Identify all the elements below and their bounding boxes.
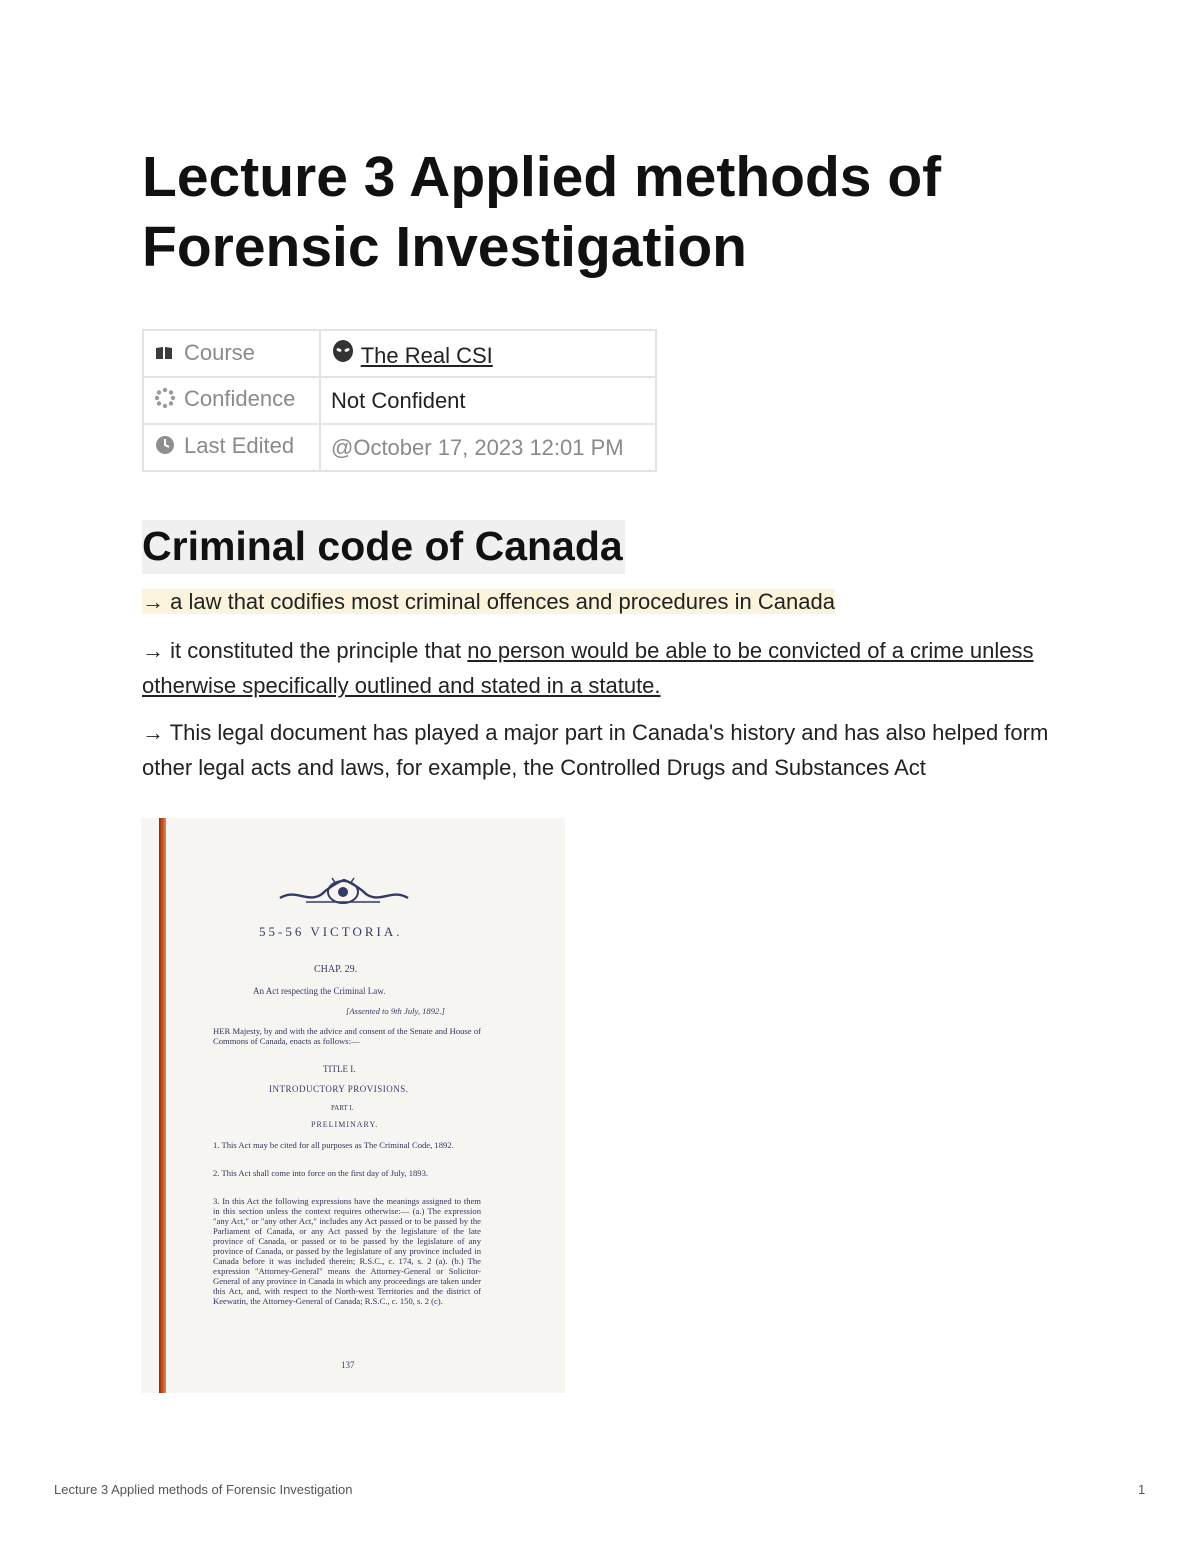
property-label-last-edited: Last Edited (184, 433, 295, 459)
book-icon (154, 341, 176, 367)
property-value-course[interactable] (320, 330, 656, 377)
scan-preamble: HER Majesty, by and with the advice and consent of the Senate and House of Commons of Canada, enacts as follows:— (213, 1026, 481, 1046)
properties-table (142, 329, 657, 472)
scan-preliminary: PRELIMINARY. (311, 1120, 379, 1129)
paragraph-history: → This legal document has played a major part in Canada's history and has also helped form other legal acts and laws, for example, the Controlled Drugs and Substances Act (142, 720, 1049, 780)
property-label-course: Course (184, 339, 255, 365)
book-spine-edge (159, 818, 166, 1393)
loading-icon (154, 387, 176, 415)
principle-prefix: → it constituted the principle that (142, 638, 468, 663)
scan-section-2: 2. This Act shall come into force on the first day of July, 1893. (213, 1168, 429, 1178)
scan-chapter: CHAP. 29. (314, 964, 358, 975)
criminal-code-scan-image (141, 818, 565, 1393)
scan-title-heading: TITLE I. (323, 1064, 356, 1074)
property-key-last-edited (143, 424, 320, 471)
clock-icon (154, 434, 176, 462)
scan-section-3: 3. In this Act the following expressions have the meanings assigned to them in this section unless the context requires otherwise:— (a.) The expression "any Act," or "any other Act," includes any Act passed or to be passed by the Parliament of Canada, or any Act passed by the legislature of the late province of Canada, or passed or to be passed by the legislature of any province of Canada, or passed by the legislature of any province included in Canada before it was included therein; R.S.C., c. 174, s. 2 (a). (b.) The expression "Attorney-General" means the Attorney-General or Solicitor-General of any province in Canada in which any proceedings are taken under this Act, and, with respect to the North-west Territories and the district of Keewatin, the Attorney-General of Canada; R.S.C., c. 150, s. 2 (c). (213, 1196, 481, 1306)
principle-underlined: no person would be able to be convicted of a crime unless otherwise specifically outlined and stated in a statute. (142, 638, 1034, 698)
scan-section-1: 1. This Act may be cited for all purposes as The Criminal Code, 1892. (213, 1140, 454, 1150)
scan-act-title: An Act respecting the Criminal Law. (253, 986, 386, 996)
paragraph-definition (142, 584, 1072, 619)
scan-assented: [Assented to 9th July, 1892.] (346, 1006, 445, 1016)
page-title: Lecture 3 Applied methods of Forensic Investigation (142, 145, 942, 279)
alien-icon (331, 343, 361, 368)
property-row-last-edited (143, 424, 656, 471)
footer-title: Lecture 3 Applied methods of Forensic Investigation (54, 1482, 353, 1497)
property-label-confidence: Confidence (184, 386, 296, 412)
coat-of-arms-emblem (276, 874, 411, 910)
paragraph-principle (142, 633, 1072, 703)
property-key-confidence (143, 377, 320, 424)
property-key-course (143, 330, 320, 377)
property-value-last-edited: @October 17, 2023 12:01 PM (320, 424, 656, 471)
section-heading-wrapper (142, 520, 625, 574)
scan-page-number: 137 (341, 1360, 355, 1370)
property-value-confidence[interactable]: Not Confident (320, 377, 656, 424)
highlighted-text: → a law that codifies most criminal offences and procedures in Canada (142, 589, 835, 614)
footer-page-number: 1 (1138, 1482, 1146, 1497)
scan-part: PART I. (331, 1104, 354, 1112)
scan-title-sub: INTRODUCTORY PROVISIONS. (269, 1084, 409, 1094)
property-row-confidence (143, 377, 656, 424)
scan-header: 55-56 VICTORIA. (259, 924, 403, 939)
course-link[interactable]: The Real CSI (360, 342, 493, 368)
section-heading: Criminal code of Canada (142, 520, 625, 574)
property-row-course (143, 330, 656, 377)
